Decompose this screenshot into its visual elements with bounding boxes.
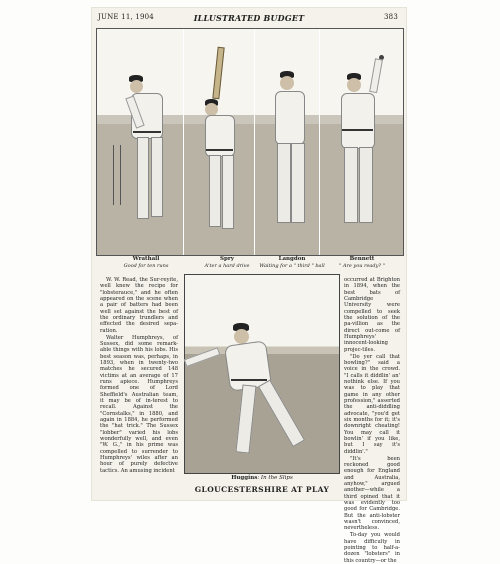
paragraph: "It's been reckoned good enough for England and Australia, anyhow," argued another—while a third opined that it was evidently too good for Cambridge. But the anti-lobster wasn't convinced, nevertheless. xyxy=(344,455,400,532)
paragraph: Walter Humphreys, of Sussex, did some remark-able things with his lobs. His best season was, perhaps, in 1893, when in twenty-two matches he secured 148 victims at an average of 17 runs apiece. Humphreys formed one of Lord Sheffield's Australian team, it may be of in-terest to recall. Against the "Cornstalks," in 1880, and again in 1884, he performed the "hat trick." The Sussex "lobber" varied his lobs wonderfully well, and even "W. G.," in his prime was compelled to surrender to Humphreys' wiles after an hour of purely defective tactics. An amusing incident xyxy=(100,334,178,474)
player-figure-bennett xyxy=(329,55,399,240)
paragraph: W. W. Read, the Sur-reyite, well knew the recipe for "lobsterauce," and he often appeared on the scene when a pair of batters had been well set against the best of the ordinary trundlers and effected the desired sepa-ration. xyxy=(100,277,178,334)
caption-spry: Spry A'ter a hard drive xyxy=(204,256,250,269)
caption-langdon: Langdon Waiting for a " third " ball xyxy=(259,256,325,269)
article-right-column xyxy=(344,277,400,564)
page-number: 383 xyxy=(384,13,398,21)
photo-divider xyxy=(254,29,255,255)
bat-icon xyxy=(212,47,224,99)
player-figure-huggins xyxy=(195,321,325,461)
paragraph: occurred at Brighton in 1894, when the best bats of Cambridge University were compelled to seek the solution of the pa-villion as the direct out-come of Humphreys' innocent-looking projec-tiles. xyxy=(344,277,400,353)
paragraph: To-day you would have difficulty in pointing to half-a-dozen "lobsters" in this country—or the xyxy=(344,532,400,564)
player-figure-langdon xyxy=(263,69,313,239)
issue-date: JUNE 11, 1904 xyxy=(98,13,154,21)
stumps-icon xyxy=(113,145,121,205)
top-photograph xyxy=(96,28,404,256)
photo-divider xyxy=(319,29,320,255)
huggins-caption: Huggins: In the Slips xyxy=(231,475,293,481)
article-title: GLOUCESTERSHIRE AT PLAY xyxy=(194,485,330,494)
photo-divider xyxy=(183,29,184,255)
article-left-column xyxy=(100,277,178,475)
magazine-page xyxy=(92,8,406,564)
magazine-title: ILLUSTRATED BUDGET xyxy=(193,13,305,23)
paragraph: "Do yer call that bowling?" said a voice in the crowd. "I calls it diddlin' an' nothink else. If you was to play that game in any other profession," asserted the anti-diddling advocate, "you'd get six months for it; it's downright cheating! You may call it bowlin' if you like, but I say it's diddlin'." xyxy=(344,353,400,455)
caption-wrathall: Wrathall Good for ten runs xyxy=(123,256,169,269)
player-figure-spry xyxy=(193,69,253,239)
huggins-photograph xyxy=(184,274,340,474)
player-figure-wrathall xyxy=(111,73,181,233)
caption-bennett: Bennett " Are you ready? " xyxy=(338,256,385,269)
